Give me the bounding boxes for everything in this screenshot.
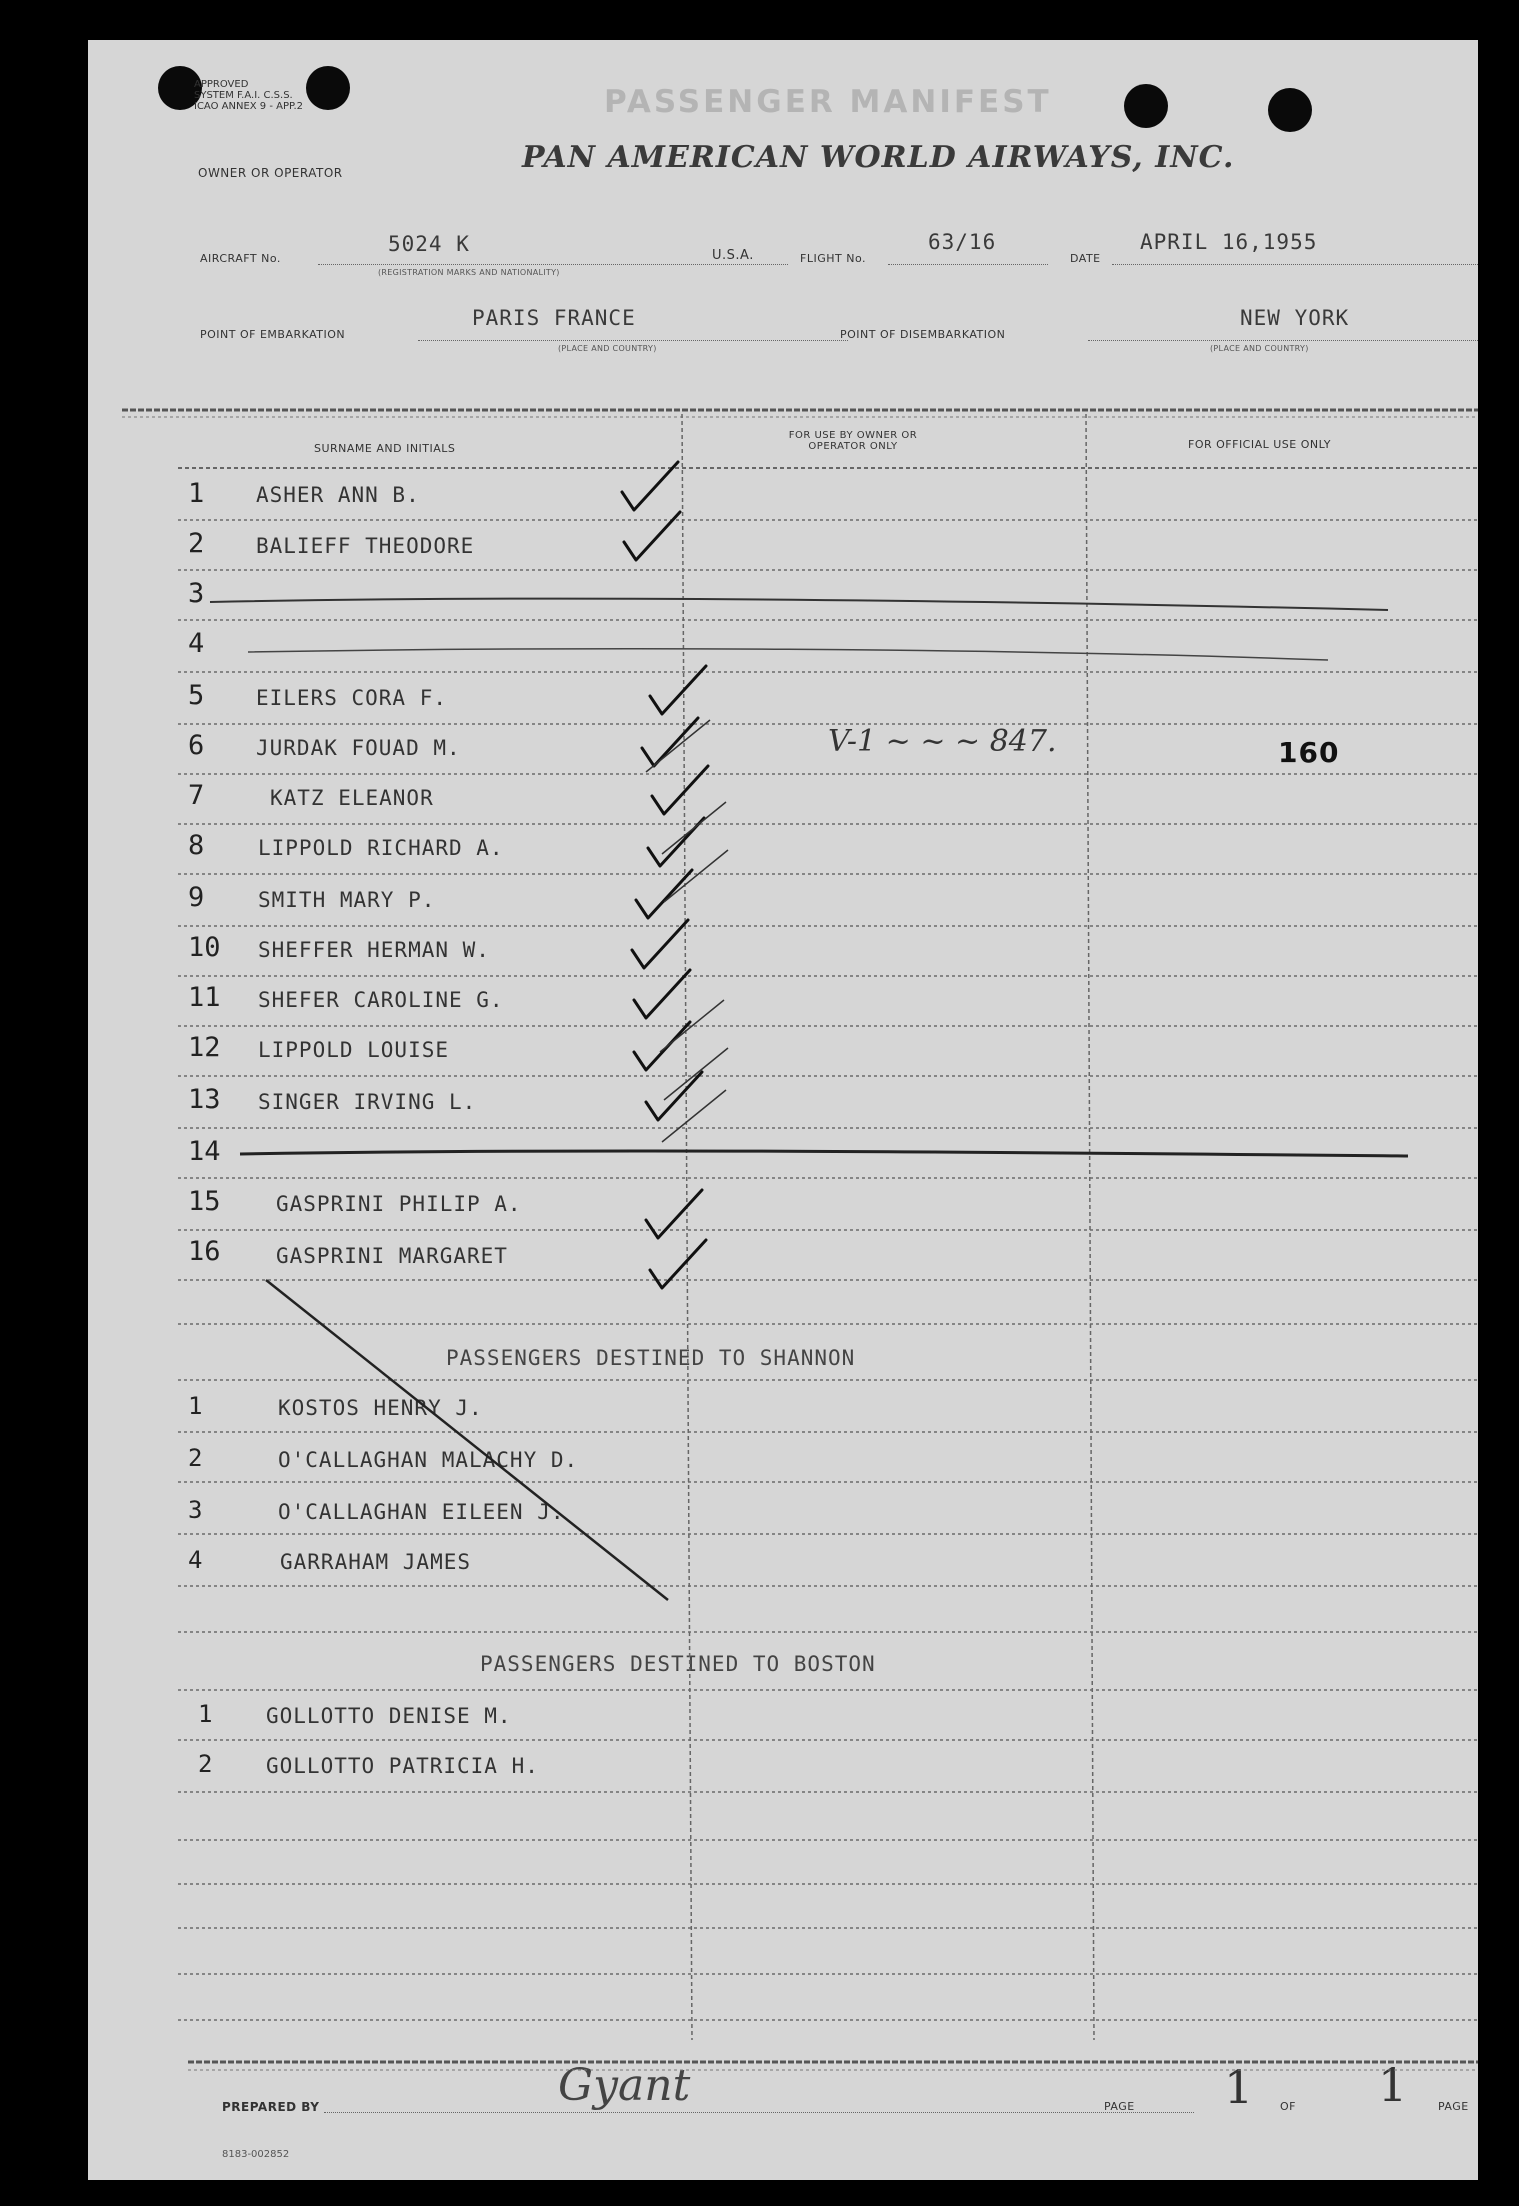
- checkmark: [622, 462, 678, 510]
- column-divider: [1086, 414, 1094, 2040]
- shannon-heading: PASSENGERS DESTINED TO SHANNON: [446, 1346, 856, 1370]
- column-header-surname: SURNAME AND INITIALS: [314, 442, 456, 455]
- passenger-name: SHEFER CAROLINE G.: [258, 988, 504, 1012]
- row-number: 2: [198, 1750, 213, 1778]
- passenger-name: JURDAK FOUAD M.: [256, 736, 461, 760]
- checkmark: [650, 1240, 706, 1288]
- checkmark: [646, 1190, 702, 1238]
- row-number: 14: [188, 1136, 221, 1167]
- flight-label: FLIGHT No.: [800, 252, 866, 265]
- row-number: 1: [188, 478, 205, 509]
- checkmark: [650, 666, 706, 714]
- tick-stroke: [646, 720, 710, 772]
- page-label-right: PAGE: [1438, 2100, 1469, 2113]
- registration-caption: (REGISTRATION MARKS AND NATIONALITY): [378, 268, 560, 277]
- embark-label: POINT OF EMBARKATION: [200, 328, 346, 341]
- approval-line: SYSTEM F.A.I. C.S.S.: [194, 90, 293, 101]
- approval-line: ICAO ANNEX 9 - APP.2: [194, 101, 304, 112]
- handwritten-note: V-1 ~ ~ ~ 847.: [828, 724, 1057, 759]
- row-number: 4: [188, 1546, 203, 1574]
- owner-label: OWNER OR OPERATOR: [198, 166, 343, 180]
- approval-line: APPROVED: [194, 79, 249, 90]
- tick-stroke: [664, 1048, 728, 1100]
- passenger-name: GASPRINI PHILIP A.: [276, 1192, 522, 1216]
- row-number: 11: [188, 982, 221, 1013]
- row-number: 1: [188, 1392, 203, 1420]
- nationality: U.S.A.: [712, 248, 754, 263]
- passenger-name: KATZ ELEANOR: [270, 786, 434, 810]
- form-number: 8183-002852: [222, 2149, 290, 2160]
- passenger-name: BALIEFF THEODORE: [256, 534, 475, 558]
- manifest-sheet: [88, 40, 1478, 2180]
- boston-heading: PASSENGERS DESTINED TO BOSTON: [480, 1652, 876, 1676]
- row-number: 2: [188, 528, 205, 559]
- embark-value: PARIS FRANCE: [472, 306, 636, 330]
- page-label: PAGE: [1104, 2100, 1135, 2113]
- row-number: 1: [198, 1700, 213, 1728]
- checkmark: [636, 870, 692, 918]
- passenger-name: LIPPOLD RICHARD A.: [258, 836, 504, 860]
- strike-line: [240, 1151, 1408, 1156]
- form-title: PASSENGER MANIFEST: [604, 84, 1052, 120]
- row-number: 13: [188, 1084, 221, 1115]
- disembark-caption: (PLACE AND COUNTRY): [1210, 344, 1309, 353]
- airline-name: PAN AMERICAN WORLD AIRWAYS, INC.: [522, 140, 1235, 175]
- passenger-name: GASPRINI MARGARET: [276, 1244, 508, 1268]
- cancel-line: [266, 1280, 668, 1600]
- row-number: 8: [188, 830, 205, 861]
- tick-stroke: [662, 802, 726, 854]
- passenger-name: ASHER ANN B.: [256, 483, 420, 507]
- passenger-name: EILERS CORA F.: [256, 686, 448, 710]
- tick-stroke: [664, 850, 728, 902]
- passenger-name: O'CALLAGHAN MALACHY D.: [278, 1448, 579, 1472]
- checkmark: [646, 1072, 702, 1120]
- embark-caption: (PLACE AND COUNTRY): [558, 344, 657, 353]
- passenger-name: O'CALLAGHAN EILEEN J.: [278, 1500, 565, 1524]
- row-number: 3: [188, 578, 205, 609]
- row-number: 7: [188, 780, 205, 811]
- passenger-name: SHEFFER HERMAN W.: [258, 938, 490, 962]
- signature: Gyant: [558, 2060, 691, 2111]
- date-label: DATE: [1070, 252, 1101, 265]
- passenger-name: GARRAHAM JAMES: [280, 1550, 472, 1574]
- row-number: 6: [188, 730, 205, 761]
- checkmark: [634, 970, 690, 1018]
- row-number: 3: [188, 1496, 203, 1524]
- flight-value: 63/16: [928, 230, 997, 254]
- column-header-owner-use: FOR USE BY OWNER OR OPERATOR ONLY: [788, 430, 918, 452]
- disembark-value: NEW YORK: [1240, 306, 1350, 330]
- row-number: 10: [188, 932, 221, 963]
- column-divider: [682, 414, 692, 2040]
- disembark-label: POINT OF DISEMBARKATION: [840, 328, 1006, 341]
- row-number: 16: [188, 1236, 221, 1267]
- checkmark: [634, 1022, 690, 1070]
- row-number: 5: [188, 680, 205, 711]
- tick-stroke: [662, 1090, 726, 1142]
- checkmark: [632, 920, 688, 968]
- row-number: 9: [188, 882, 205, 913]
- row-number: 2: [188, 1444, 203, 1472]
- passenger-name: GOLLOTTO DENISE M.: [266, 1704, 512, 1728]
- form-rules-and-marks: [88, 40, 1478, 2180]
- strike-line: [248, 649, 1328, 660]
- passenger-name: GOLLOTTO PATRICIA H.: [266, 1754, 539, 1778]
- row-number: 12: [188, 1032, 221, 1063]
- aircraft-value: 5024 K: [388, 232, 470, 256]
- of-value: 1: [1378, 2058, 1408, 2112]
- prepared-by-label: PREPARED BY: [222, 2100, 320, 2114]
- strike-line: [210, 599, 1388, 610]
- of-label: OF: [1280, 2100, 1296, 2113]
- official-number: 160: [1278, 736, 1340, 769]
- date-value: APRIL 16,1955: [1140, 230, 1318, 254]
- passenger-name: SINGER IRVING L.: [258, 1090, 477, 1114]
- checkmark: [642, 718, 698, 766]
- checkmark: [624, 512, 680, 560]
- passenger-name: LIPPOLD LOUISE: [258, 1038, 450, 1062]
- column-header-official-use: FOR OFFICIAL USE ONLY: [1188, 438, 1332, 451]
- page-value: 1: [1224, 2060, 1254, 2114]
- row-number: 15: [188, 1186, 221, 1217]
- checkmark: [652, 766, 708, 814]
- passenger-name: KOSTOS HENRY J.: [278, 1396, 483, 1420]
- passenger-name: SMITH MARY P.: [258, 888, 436, 912]
- row-number: 4: [188, 628, 205, 659]
- aircraft-label: AIRCRAFT No.: [200, 252, 281, 265]
